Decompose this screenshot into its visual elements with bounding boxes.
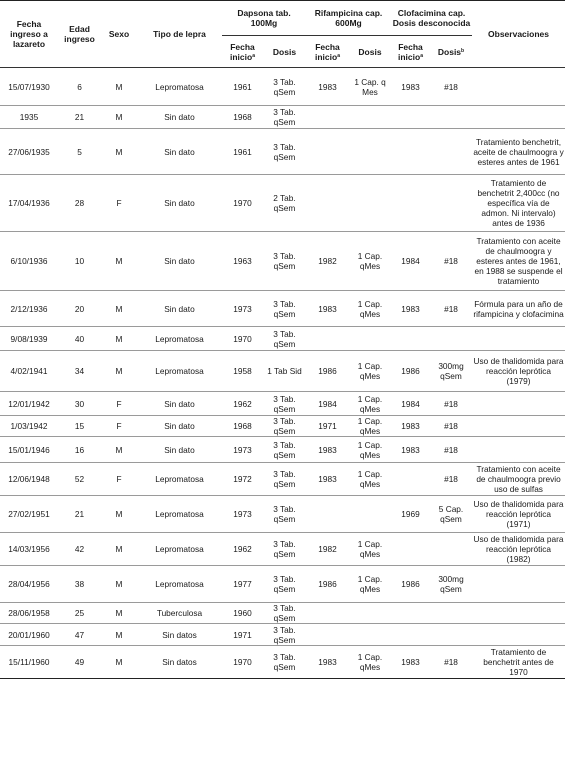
cell-dapsona-fecha: 1961 (233, 81, 252, 92)
table-row (0, 437, 565, 463)
header-sexo: Sexo (101, 1, 137, 68)
cell-dapsona-dosis: 3 Tab. qSem (263, 603, 306, 624)
cell-clofacimina-dosis: #18 (444, 81, 458, 92)
cell-tipo-lepra: Sin dato (137, 291, 222, 327)
cell-observaciones (472, 416, 565, 437)
cell-rifampicina-fecha (306, 624, 349, 646)
cell-tipo-lepra: Lepromatosa (137, 463, 222, 496)
cell-clofacimina-dosis (430, 533, 472, 566)
cell-edad: 25 (58, 603, 101, 624)
cell-dapsona-fecha: 1961 (222, 129, 263, 175)
cell-observaciones: Uso de thalidomida para reacción leprótica (1979) (472, 351, 565, 392)
cell-clofacimina-dosis: #18 (430, 232, 472, 291)
cell-dapsona-fecha: 1973 (222, 437, 263, 463)
cell-observaciones: Tratamiento de benchetrit antes de 1970 (472, 646, 565, 679)
cell-edad: 52 (58, 463, 101, 496)
cell-edad: 21 (58, 496, 101, 533)
cell-clofacimina-dosis (430, 603, 472, 624)
cell-rifampicina-fecha: 1986 (306, 566, 349, 603)
cell-dapsona-fecha: 1977 (222, 566, 263, 603)
table-row (0, 106, 565, 129)
cell-fecha-ingreso: 12/01/1942 (0, 392, 58, 416)
cell-tipo-lepra: Lepromatosa (137, 566, 222, 603)
table-row (0, 463, 565, 496)
cell-observaciones (472, 106, 565, 129)
cell-clofacimina-fecha: 1983 (391, 416, 430, 437)
subheader-clofacimina-fecha: Fecha inicio$^a$ (391, 36, 430, 68)
cell-observaciones: Tratamiento con aceite de chaulmoogra y esteres antes de 1961, en 1988 se suspende el tratamiento (472, 232, 565, 291)
cell-rifampicina-dosis (349, 603, 391, 624)
cell-fecha-ingreso: 27/06/1935 (0, 129, 58, 175)
cell-edad: 30 (58, 392, 101, 416)
cell-rifampicina-fecha (306, 129, 349, 175)
cell-rifampicina-fecha: 1983 (306, 291, 349, 327)
cell-dapsona-dosis: 3 Tab. qSem (263, 646, 306, 679)
cell-clofacimina-fecha (391, 327, 430, 351)
cell-rifampicina-fecha: 1983 (318, 81, 337, 92)
cell-observaciones (472, 566, 565, 603)
cell-rifampicina-dosis: 1 Cap. qMes (349, 437, 391, 463)
cell-dapsona-dosis: 3 Tab. qSem (263, 327, 306, 351)
cell-observaciones: Uso de thalidomida para reacción leprótica (1971) (472, 496, 565, 533)
cell-rifampicina-dosis: 1 Cap. qMes (349, 232, 391, 291)
cell-dapsona-dosis: 3 Tab. qSem (273, 76, 296, 97)
cell-clofacimina-dosis: 300mg qSem (430, 351, 472, 392)
cell-observaciones: Tratamiento de benchetrit 2,400cc (no específica vía de admon. Ni intervalo) antes de 1936 (472, 175, 565, 232)
cell-rifampicina-dosis (349, 129, 391, 175)
cell-dapsona-dosis: 3 Tab. qSem (263, 129, 306, 175)
cell-tipo-lepra: Sin dato (137, 175, 222, 232)
cell-fecha-ingreso: 28/06/1958 (0, 603, 58, 624)
cell-rifampicina-dosis: 1 Cap. qMes (349, 646, 391, 679)
header-fecha-ingreso: Fecha ingreso a lazareto (0, 1, 58, 68)
table-row (0, 416, 565, 437)
cell-tipo-lepra: Sin dato (137, 392, 222, 416)
table-row (0, 129, 565, 175)
cell-sexo: M (101, 603, 137, 624)
cell-rifampicina-fecha: 1986 (306, 351, 349, 392)
cell-sexo: M (101, 232, 137, 291)
cell-observaciones: Uso de thalidomida para reacción leprótica (1982) (473, 534, 564, 564)
cell-clofacimina-fecha: 1983 (391, 437, 430, 463)
cell-rifampicina-dosis: 1 Cap. qMes (349, 566, 391, 603)
cell-observaciones: Tratamiento con aceite de chaulmoogra previo uso de sulfas (472, 463, 565, 496)
cell-tipo-lepra: Sin dato (137, 129, 222, 175)
cell-dapsona-dosis: 3 Tab. qSem (263, 624, 306, 646)
cell-rifampicina-fecha: 1983 (306, 437, 349, 463)
cell-edad: 34 (58, 351, 101, 392)
table-row (0, 68, 565, 106)
cell-dapsona-fecha: 1968 (222, 416, 263, 437)
cell-tipo-lepra: Sin datos (137, 624, 222, 646)
cell-dapsona-dosis: 3 Tab. qSem (263, 106, 306, 129)
cell-clofacimina-fecha (391, 106, 430, 129)
cell-dapsona-fecha: 1970 (222, 175, 263, 232)
cell-observaciones (472, 624, 565, 646)
cell-dapsona-fecha: 1962 (222, 533, 263, 566)
cell-rifampicina-dosis: 1 Cap. qMes (349, 463, 391, 496)
cell-observaciones (472, 327, 565, 351)
cell-edad: 6 (77, 81, 82, 92)
cell-clofacimina-fecha (391, 175, 430, 232)
cell-dapsona-fecha: 1958 (222, 351, 263, 392)
cell-dapsona-dosis: 3 Tab. qSem (263, 437, 306, 463)
header-edad: Edad ingreso (58, 1, 101, 68)
header-row-1 (0, 1, 565, 36)
cell-rifampicina-fecha: 1983 (306, 463, 349, 496)
cell-clofacimina-fecha: 1986 (391, 566, 430, 603)
cell-clofacimina-dosis: #18 (430, 463, 472, 496)
cell-dapsona-fecha: 1973 (222, 496, 263, 533)
cell-observaciones: Tratamiento benchetrit, aceite de chaulmoogra y esteres antes de 1961 (472, 129, 565, 175)
cell-observaciones (472, 437, 565, 463)
subheader-clofacimina-dosis: Dosis$^b$ (430, 36, 472, 68)
cell-fecha-ingreso: 9/08/1939 (0, 327, 58, 351)
cell-clofacimina-dosis (430, 106, 472, 129)
cell-fecha-ingreso: 20/01/1960 (0, 624, 58, 646)
cell-fecha-ingreso: 27/02/1951 (0, 496, 58, 533)
cell-sexo: M (101, 327, 137, 351)
cell-dapsona-dosis: 2 Tab. qSem (263, 175, 306, 232)
table-row (0, 392, 565, 416)
cell-sexo: M (101, 129, 137, 175)
cell-dapsona-fecha: 1963 (222, 232, 263, 291)
cell-sexo: F (101, 175, 137, 232)
cell-clofacimina-fecha: 1986 (391, 351, 430, 392)
header-dapsona: Dapsona tab. 100Mg (222, 1, 306, 36)
cell-edad: 5 (58, 129, 101, 175)
cell-clofacimina-dosis (430, 129, 472, 175)
cell-fecha-ingreso: 17/04/1936 (0, 175, 58, 232)
header-clofacimina: Clofacimina cap. Dosis desconocida (391, 1, 472, 36)
cell-sexo: M (101, 646, 137, 679)
cell-sexo: M (101, 496, 137, 533)
cell-clofacimina-dosis: #18 (430, 416, 472, 437)
cell-dapsona-dosis: 3 Tab. qSem (263, 416, 306, 437)
cell-sexo: M (101, 533, 137, 566)
table-row (0, 232, 565, 291)
cell-rifampicina-fecha (306, 175, 349, 232)
cell-sexo: F (101, 392, 137, 416)
table-row (0, 533, 565, 566)
cell-clofacimina-dosis: 5 Cap. qSem (430, 496, 472, 533)
cell-tipo-lepra: Sin dato (137, 106, 222, 129)
cell-clofacimina-dosis (430, 175, 472, 232)
cell-rifampicina-dosis (349, 624, 391, 646)
cell-rifampicina-fecha: 1983 (306, 646, 349, 679)
cell-sexo: F (101, 416, 137, 437)
cell-sexo: M (101, 291, 137, 327)
cell-tipo-lepra: Lepromatosa (155, 81, 204, 92)
table-row (0, 351, 565, 392)
header-observaciones: Observaciones (472, 1, 565, 68)
cell-dapsona-dosis: 3 Tab. qSem (263, 533, 306, 566)
table-row (0, 496, 565, 533)
table-row (0, 566, 565, 603)
cell-tipo-lepra: Sin dato (137, 232, 222, 291)
cell-fecha-ingreso: 15/07/1930 (8, 81, 50, 92)
cell-fecha-ingreso: 15/11/1960 (0, 646, 58, 679)
cell-clofacimina-fecha: 1984 (391, 392, 430, 416)
cell-clofacimina-fecha (391, 463, 430, 496)
cell-rifampicina-dosis (349, 106, 391, 129)
cell-rifampicina-fecha (306, 603, 349, 624)
cell-dapsona-dosis: 3 Tab. qSem (263, 232, 306, 291)
cell-sexo: M (101, 437, 137, 463)
cell-edad: 21 (58, 106, 101, 129)
cell-rifampicina-fecha (306, 106, 349, 129)
cell-clofacimina-dosis: #18 (430, 291, 472, 327)
cell-dapsona-fecha: 1970 (222, 646, 263, 679)
cell-clofacimina-dosis: #18 (430, 392, 472, 416)
cell-dapsona-fecha: 1972 (222, 463, 263, 496)
subheader-rifampicina-dosis: Dosis (349, 36, 391, 68)
cell-edad: 10 (58, 232, 101, 291)
cell-tipo-lepra: Sin datos (137, 646, 222, 679)
cell-rifampicina-dosis (349, 496, 391, 533)
cell-clofacimina-dosis (430, 327, 472, 351)
cell-dapsona-fecha: 1971 (222, 624, 263, 646)
cell-clofacimina-fecha: 1983 (401, 81, 420, 92)
cell-edad: 15 (58, 416, 101, 437)
cell-dapsona-dosis: 3 Tab. qSem (263, 392, 306, 416)
cell-clofacimina-fecha (391, 129, 430, 175)
cell-rifampicina-dosis: 1 Cap. q Mes (354, 76, 386, 97)
cell-edad: 38 (58, 566, 101, 603)
cell-tipo-lepra: Sin dato (137, 437, 222, 463)
cell-rifampicina-fecha: 1982 (306, 533, 349, 566)
cell-dapsona-fecha: 1960 (222, 603, 263, 624)
cell-rifampicina-fecha (306, 496, 349, 533)
cell-edad: 49 (58, 646, 101, 679)
cell-rifampicina-fecha: 1982 (306, 232, 349, 291)
cell-edad: 42 (58, 533, 101, 566)
cell-dapsona-fecha: 1973 (222, 291, 263, 327)
cell-edad: 20 (58, 291, 101, 327)
table-row (0, 603, 565, 624)
cell-rifampicina-dosis: 1 Cap. qMes (349, 351, 391, 392)
cell-tipo-lepra: Lepromatosa (137, 351, 222, 392)
cell-sexo: F (101, 463, 137, 496)
cell-sexo: M (101, 106, 137, 129)
cell-fecha-ingreso: 28/04/1956 (0, 566, 58, 603)
table-row (0, 175, 565, 232)
cell-sexo: M (115, 81, 123, 92)
table-body (0, 68, 565, 679)
cell-edad: 40 (58, 327, 101, 351)
cell-tipo-lepra: Sin dato (137, 416, 222, 437)
cell-fecha-ingreso: 4/02/1941 (0, 351, 58, 392)
table-row (0, 646, 565, 679)
cell-clofacimina-fecha (391, 533, 430, 566)
cell-fecha-ingreso: 15/01/1946 (0, 437, 58, 463)
table-row (0, 291, 565, 327)
cell-edad: 16 (58, 437, 101, 463)
subheader-dapsona-fecha: Fecha inicio$^a$ (222, 36, 263, 68)
cell-tipo-lepra: Lepromatosa (137, 327, 222, 351)
cell-sexo: M (101, 566, 137, 603)
cell-clofacimina-dosis: 300mg qSem (430, 566, 472, 603)
cell-dapsona-fecha: 1962 (222, 392, 263, 416)
cell-tipo-lepra: Tuberculosa (137, 603, 222, 624)
cell-fecha-ingreso: 1935 (0, 106, 58, 129)
cell-tipo-lepra: Lepromatosa (137, 496, 222, 533)
cell-clofacimina-dosis: #18 (430, 646, 472, 679)
cell-rifampicina-dosis: 1 Cap. qMes (349, 416, 391, 437)
cell-rifampicina-dosis (349, 175, 391, 232)
cell-clofacimina-dosis: #18 (430, 437, 472, 463)
cell-fecha-ingreso: 1/03/1942 (0, 416, 58, 437)
subheader-rifampicina-fecha: Fecha inicio$^a$ (306, 36, 349, 68)
subheader-dapsona-dosis: Dosis (263, 36, 306, 68)
cell-clofacimina-fecha: 1969 (391, 496, 430, 533)
table-row (0, 624, 565, 646)
cell-rifampicina-fecha: 1971 (306, 416, 349, 437)
cell-observaciones (472, 603, 565, 624)
cell-dapsona-dosis: 3 Tab. qSem (263, 463, 306, 496)
cell-fecha-ingreso: 14/03/1956 (0, 533, 58, 566)
cell-sexo: M (101, 624, 137, 646)
cell-edad: 28 (58, 175, 101, 232)
cell-rifampicina-dosis: 1 Cap. qMes (349, 291, 391, 327)
cell-observaciones: Fórmula para un año de rifampicina y clofacimina (472, 291, 565, 327)
cell-clofacimina-fecha (391, 603, 430, 624)
cell-dapsona-dosis: 3 Tab. qSem (263, 291, 306, 327)
cell-sexo: M (101, 351, 137, 392)
cell-rifampicina-fecha (306, 327, 349, 351)
cell-clofacimina-dosis (430, 624, 472, 646)
cell-dapsona-dosis: 3 Tab. qSem (263, 496, 306, 533)
header-tipo-lepra: Tipo de lepra (137, 1, 222, 68)
cell-fecha-ingreso: 6/10/1936 (0, 232, 58, 291)
cell-clofacimina-fecha: 1984 (391, 232, 430, 291)
cell-rifampicina-dosis: 1 Cap. qMes (349, 533, 391, 566)
cell-dapsona-dosis: 3 Tab. qSem (263, 566, 306, 603)
cell-dapsona-fecha: 1970 (222, 327, 263, 351)
cell-rifampicina-dosis: 1 Cap. qMes (349, 392, 391, 416)
cell-dapsona-fecha: 1968 (222, 106, 263, 129)
cell-fecha-ingreso: 12/06/1948 (0, 463, 58, 496)
cell-clofacimina-fecha: 1983 (391, 291, 430, 327)
cell-tipo-lepra: Lepromatosa (137, 533, 222, 566)
cell-rifampicina-fecha: 1984 (306, 392, 349, 416)
cell-edad: 47 (58, 624, 101, 646)
cell-fecha-ingreso: 2/12/1936 (0, 291, 58, 327)
cell-observaciones (472, 68, 565, 106)
header-rifampicina: Rifampicina cap. 600Mg (306, 1, 391, 36)
table-row (0, 327, 565, 351)
cell-clofacimina-fecha (391, 624, 430, 646)
cell-clofacimina-fecha: 1983 (391, 646, 430, 679)
cell-dapsona-dosis: 1 Tab Sid (263, 351, 306, 392)
cell-rifampicina-dosis (349, 327, 391, 351)
cell-observaciones (472, 392, 565, 416)
